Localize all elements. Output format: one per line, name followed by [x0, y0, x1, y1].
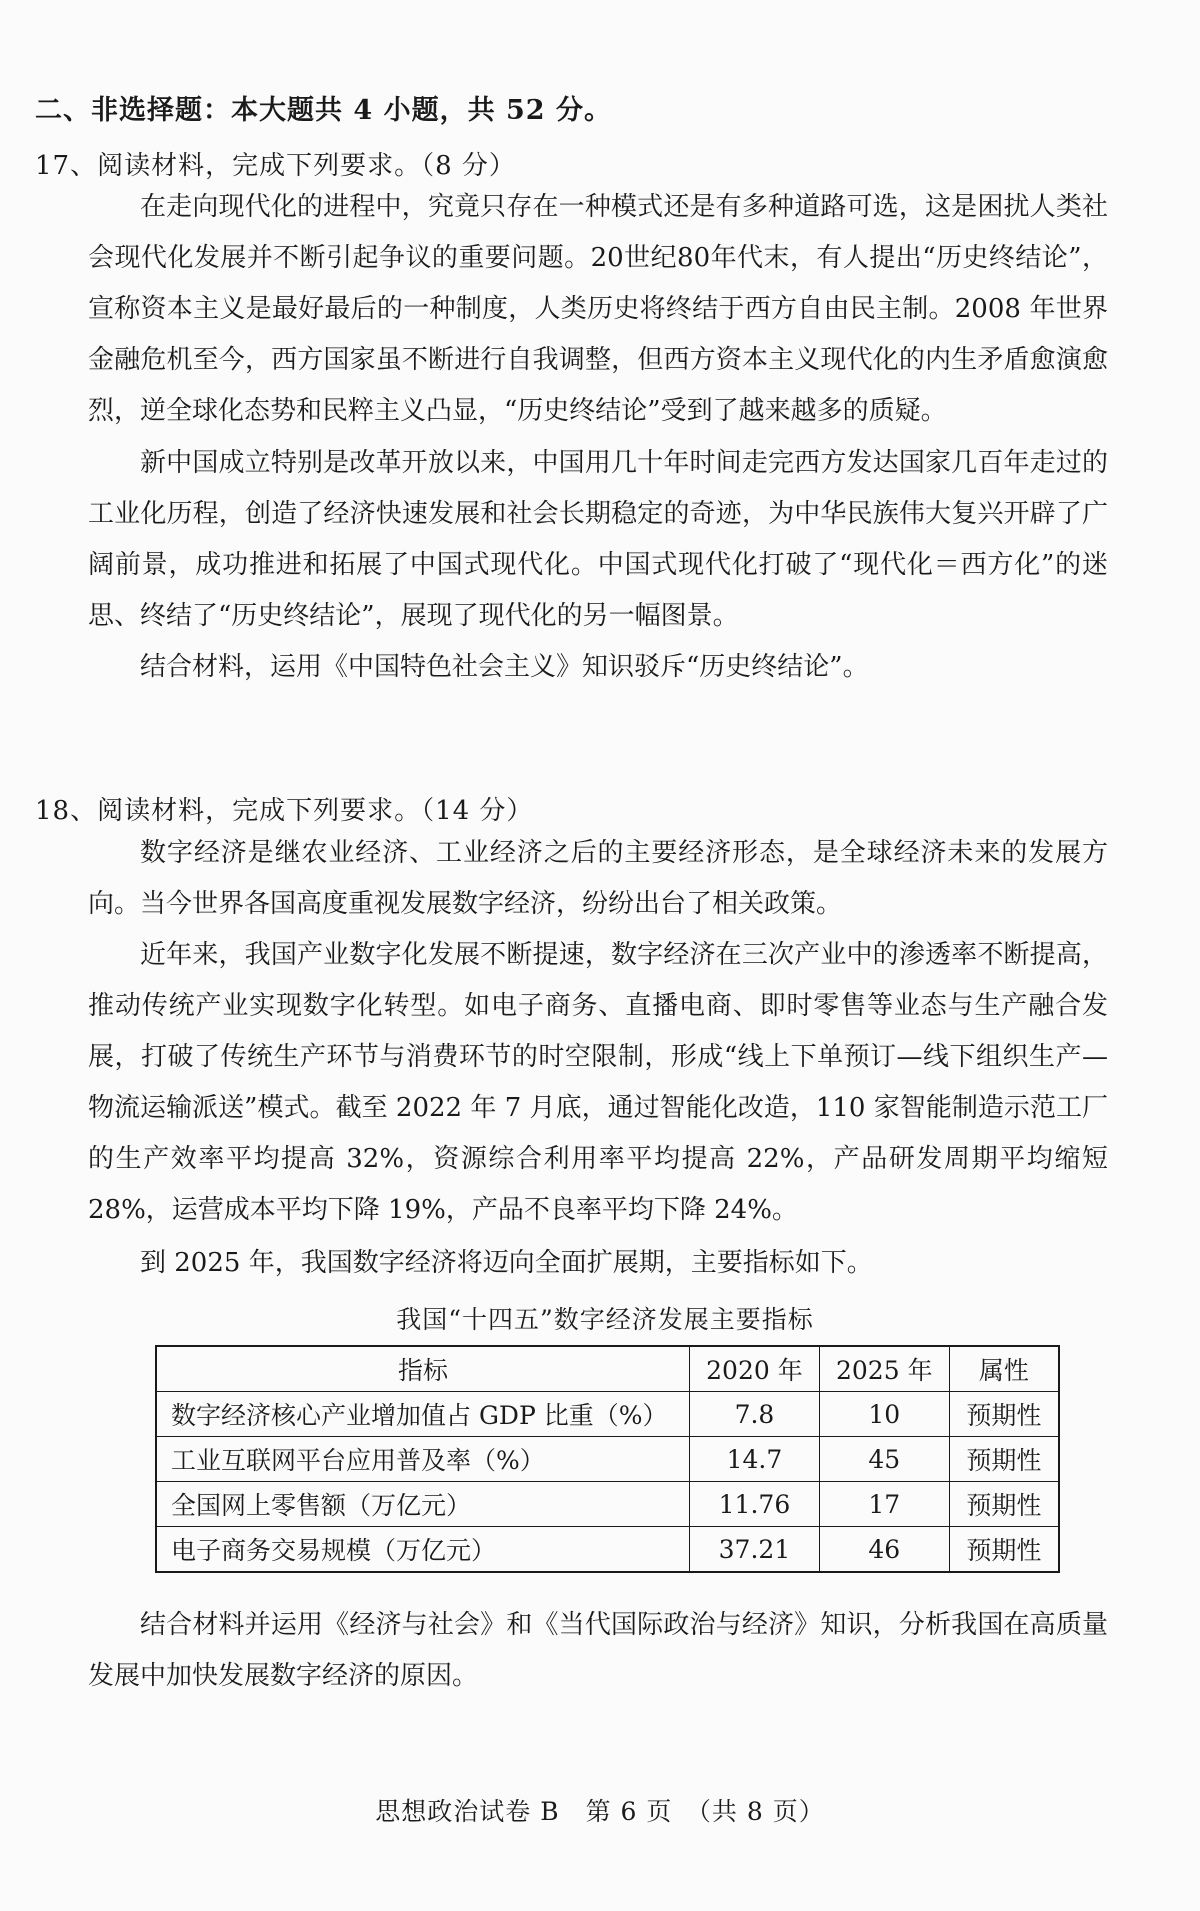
cell-2020: 37.21	[690, 1527, 820, 1573]
header-2025: 2025 年	[819, 1346, 949, 1392]
header-attribute: 属性	[949, 1346, 1059, 1392]
cell-attribute: 预期性	[949, 1527, 1059, 1573]
section-heading: 二、非选择题：本大题共 4 小题，共 52 分。	[35, 95, 612, 126]
question-18-paragraph-3: 到 2025 年，我国数字经济将迈向全面扩展期，主要指标如下。	[140, 1248, 873, 1278]
header-indicator: 指标	[156, 1346, 690, 1392]
cell-2020: 14.7	[690, 1437, 820, 1482]
table-row	[156, 1482, 1059, 1527]
page-footer: 思想政治试卷 B 第 6 页 （共 8 页）	[375, 1797, 825, 1826]
table-row	[156, 1527, 1059, 1573]
table-header-row	[156, 1346, 1059, 1392]
cell-attribute: 预期性	[949, 1392, 1059, 1437]
cell-indicator: 工业互联网平台应用普及率（%）	[156, 1437, 690, 1482]
cell-attribute: 预期性	[949, 1437, 1059, 1482]
cell-indicator: 电子商务交易规模（万亿元）	[156, 1527, 690, 1573]
cell-indicator: 数字经济核心产业增加值占 GDP 比重（%）	[156, 1392, 690, 1437]
question-18-task: 结合材料并运用《经济与社会》和《当代国际政治与经济》知识，分析我国在高质量发展中加快发展数字经济的原因。	[88, 1610, 1108, 1691]
question-17-task: 结合材料，运用《中国特色社会主义》知识驳斥“历史终结论”。	[140, 652, 869, 682]
question-17-paragraph-2: 新中国成立特别是改革开放以来，中国用几十年时间走完西方发达国家几百年走过的工业化历程，创造了经济快速发展和社会长期稳定的奇迹，为中华民族伟大复兴开辟了广阔前景，成功推进和拓展了中国式现代化。中国式现代化打破了“现代化＝西方化”的迷思、终结了“历史终结论”，展现了现代化的另一幅图景。	[88, 448, 1108, 631]
header-2020: 2020 年	[690, 1346, 820, 1392]
table-row	[156, 1392, 1059, 1437]
cell-2025: 46	[819, 1527, 949, 1573]
cell-2025: 17	[819, 1482, 949, 1527]
cell-2020: 7.8	[690, 1392, 820, 1437]
cell-2020: 11.76	[690, 1482, 820, 1527]
table-row	[156, 1437, 1059, 1482]
cell-indicator: 全国网上零售额（万亿元）	[156, 1482, 690, 1527]
question-18-paragraph-1: 数字经济是继农业经济、工业经济之后的主要经济形态，是全球经济未来的发展方向。当今世界各国高度重视发展数字经济，纷纷出台了相关政策。	[88, 838, 1108, 919]
question-18-title: 18、阅读材料，完成下列要求。（14 分）	[35, 796, 534, 826]
indicators-table	[155, 1345, 1060, 1573]
question-17-paragraph-1: 在走向现代化的进程中，究竟只存在一种模式还是有多种道路可选，这是困扰人类社会现代化发展并不断引起争议的重要问题。20世纪80年代末，有人提出“历史终结论”，宣称资本主义是最好最后的一种制度，人类历史将终结于西方自由民主制。2008 年世界金融危机至今，西方国家虽不断进行自我调整，但西方资本主义现代化的内生矛盾愈演愈烈，逆全球化态势和民粹主义凸显，“历史终结论”受到了越来越多的质疑。	[88, 192, 1108, 426]
table-caption: 我国“十四五”数字经济发展主要指标	[396, 1305, 814, 1334]
cell-2025: 10	[819, 1392, 949, 1437]
question-18-paragraph-2: 近年来，我国产业数字化发展不断提速，数字经济在三次产业中的渗透率不断提高，推动传统产业实现数字化转型。如电子商务、直播电商、即时零售等业态与生产融合发展，打破了传统生产环节与消费环节的时空限制，形成“线上下单预订—线下组织生产—物流运输派送”模式。截至 2022 年 7 月底，通过智能化改造，110 家智能制造示范工厂的生产效率平均提高 32%，资源综合利用率平均提高 22%，产品研发周期平均缩短 28%，运营成本平均下降 19%，产品不良率平均下降 24%。	[88, 940, 1108, 1225]
cell-attribute: 预期性	[949, 1482, 1059, 1527]
question-17-title: 17、阅读材料，完成下列要求。（8 分）	[35, 151, 516, 181]
cell-2025: 45	[819, 1437, 949, 1482]
